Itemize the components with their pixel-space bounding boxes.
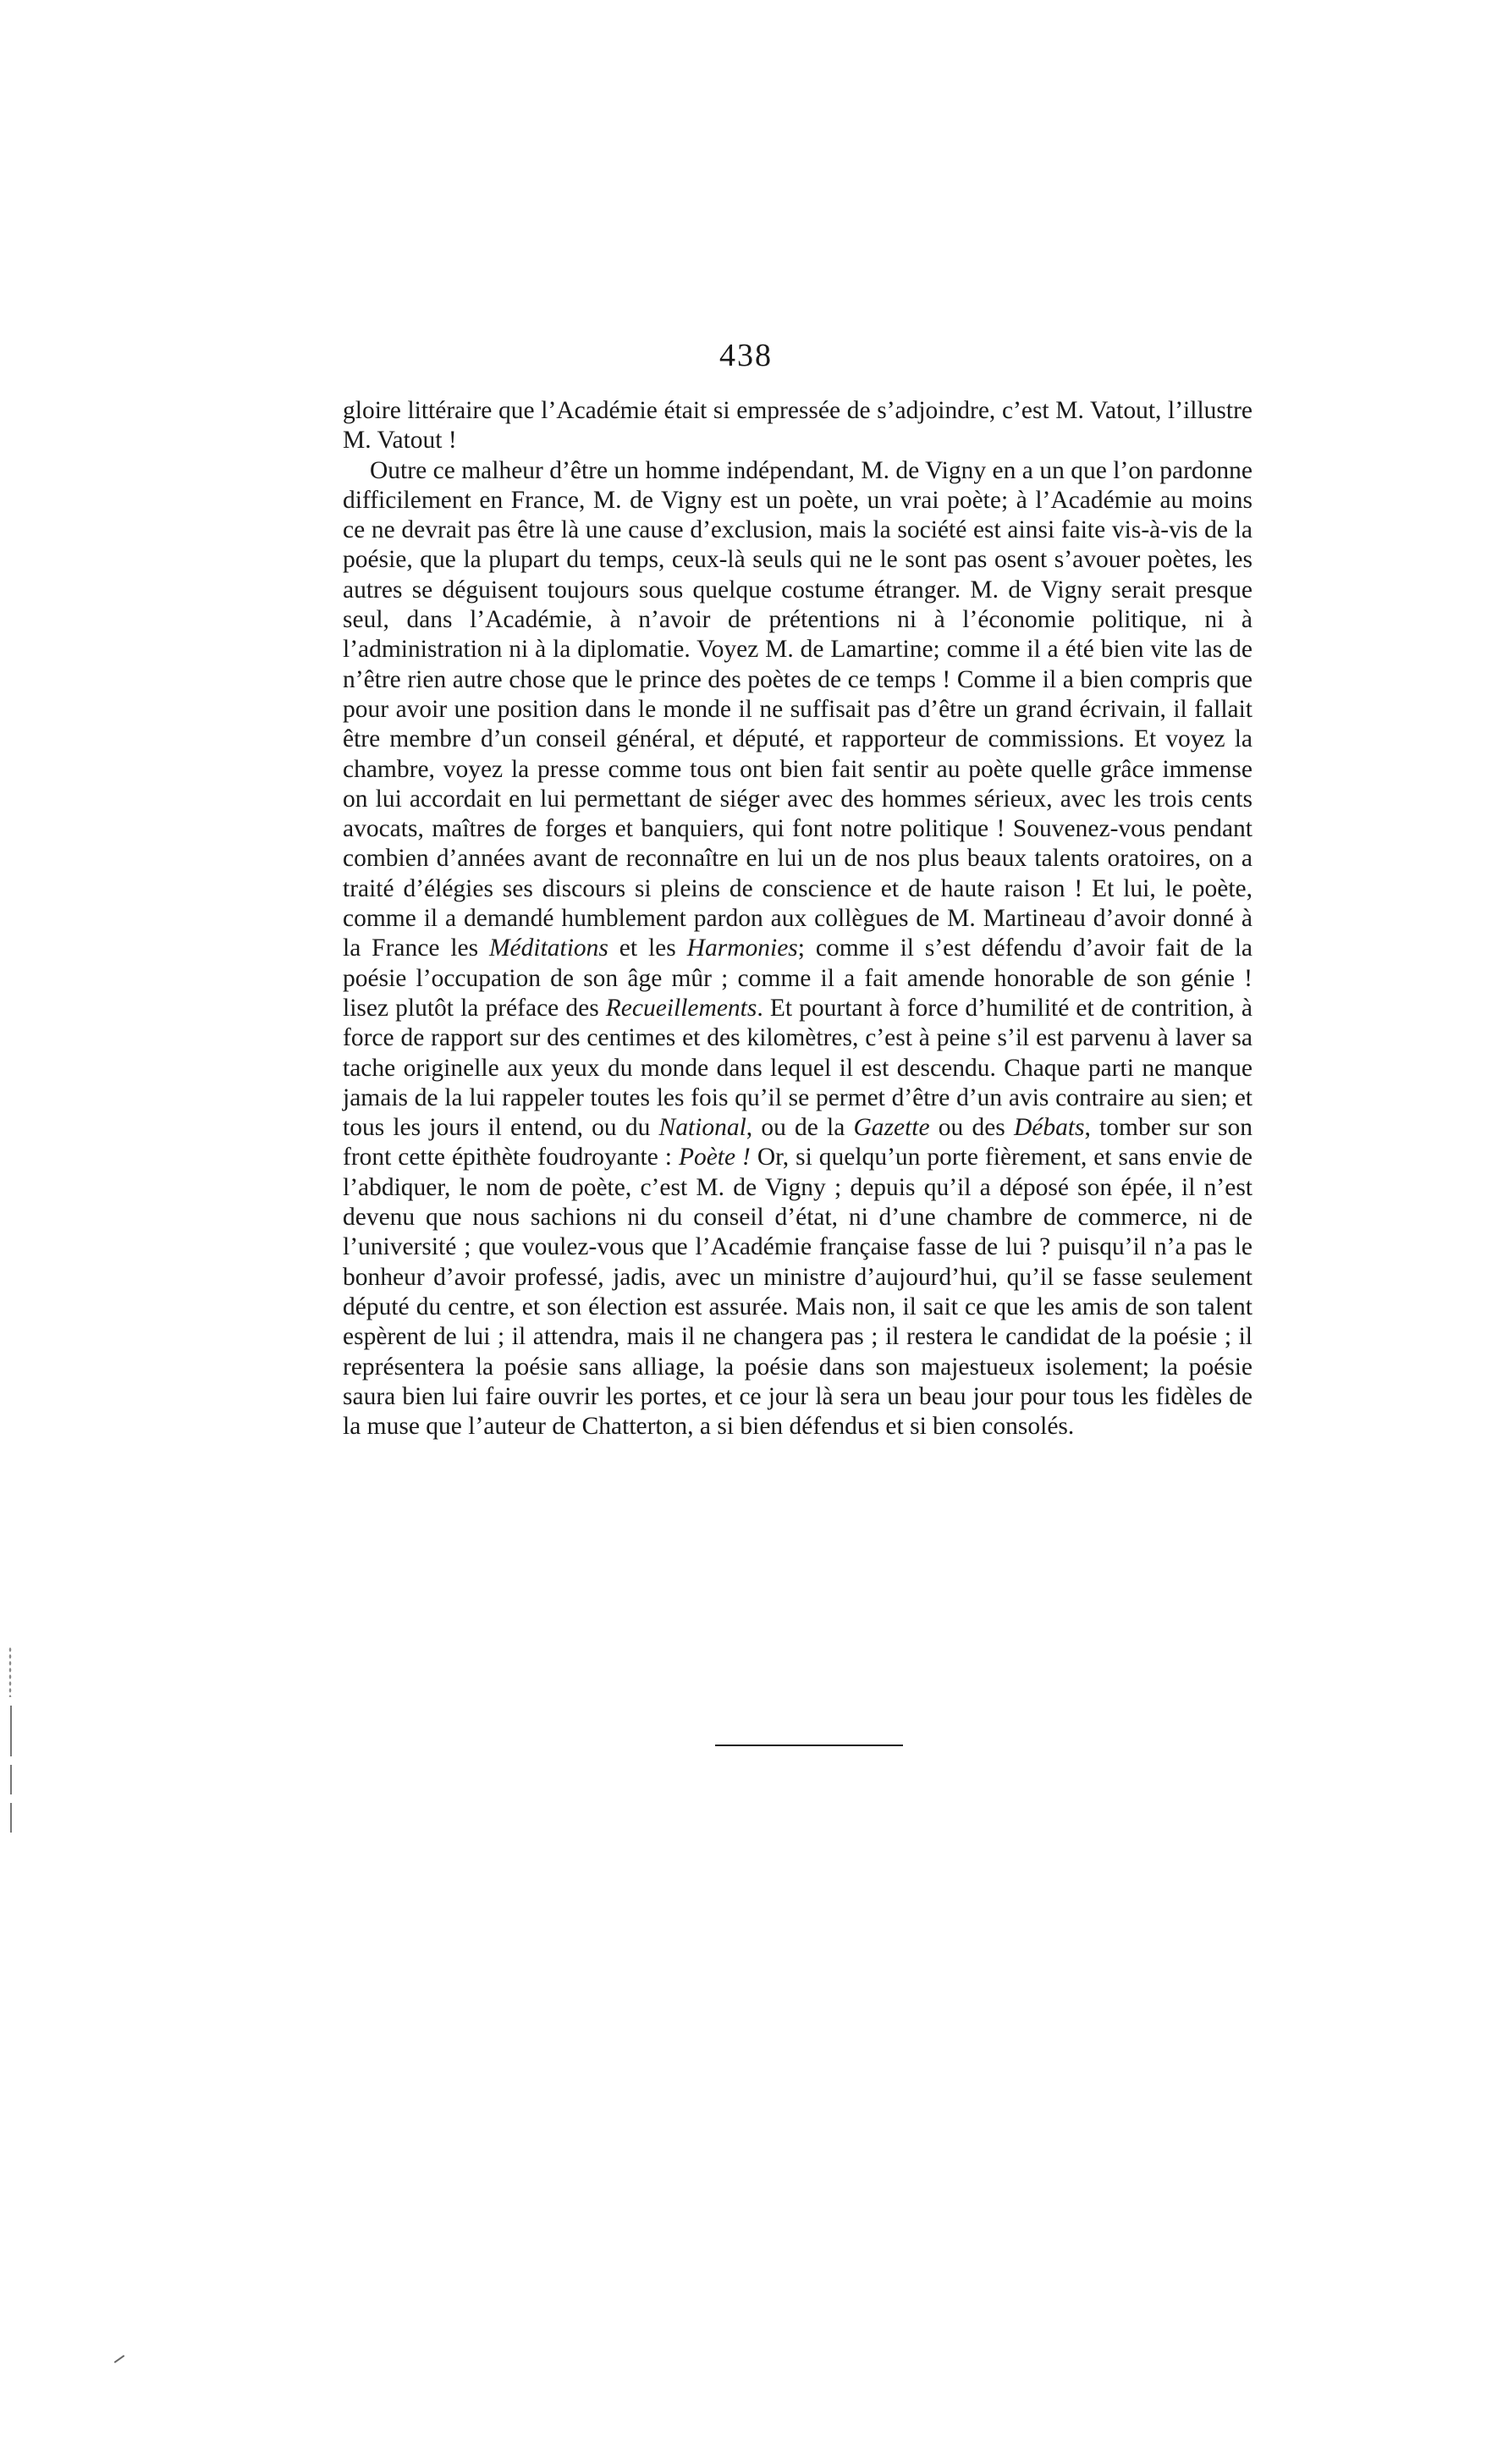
text-run: Or, si quelqu’un porte fièrement, et sans envie de l’abdiquer, le nom de poète, c’est M. de Vigny ; depuis qu’il a déposé son épée, il n’est devenu que nous sachions ni du conseil d’état, ni d’une chambre de commerce, ni de l’université ; que voulez-vous que l’Académie française fasse de lui ? puisqu’il n’a pas le bonheur d’avoir professé, jadis, avec un ministre d’aujourd’hui, qu’il se fasse seulement député du centre, et son élection est assurée. Mais non, il sait ce que les amis de son talent espèrent de lui ; il attendra, mais il ne changera pas ; il restera le candidat de la poésie ; il représentera la poésie sans alliage, la poésie dans son majestueux isolement; la poésie saura bien lui faire ouvrir les portes, et ce jour là sera un beau jour pour tous les fidèles de la muse que l’auteur de Chatterton, a si bien défendus et si bien consolés. [343,1144,1253,1441]
text-run: . Et pourtant à force d’humilité et de contrition, à force de rapport sur des centimes et des kilomètres, c’est à peine s’il est parvenu à laver sa tache originelle aux yeux du monde dans lequel il est descendu. Chaque parti ne manque jamais de la lui rappeler toutes les fois qu’il se permet d’être d’un avis contraire au sien; et tous les jours il entend, ou du [343,994,1253,1142]
italic-title: Poète ! [678,1144,751,1171]
text-run: , tomber sur son front cette épithète foudroyante : [343,1114,1253,1171]
italic-title: Débats [1013,1114,1085,1142]
text-run: et les [608,934,687,962]
italic-title: Harmonies [686,934,798,962]
margin-line-mark [10,1765,12,1794]
margin-line-mark [10,1803,12,1833]
paragraph [343,396,1253,456]
page-number: 438 [719,338,773,373]
text-run: ou des [929,1114,1014,1142]
body-text [343,396,1253,1441]
closing-rule [715,1745,903,1746]
italic-title: Gazette [853,1114,930,1142]
italic-title: Recueillements [605,994,757,1022]
text-run: , ou de la [746,1114,854,1142]
text-run: Outre ce malheur d’être un homme indépendant, M. de Vigny en a un que l’on pardonne difficilement en France, M. de Vigny est un poète, un vrai poète; à l’Académie au moins ce ne devrait pas être là une cause d’exclusion, mais la société est ainsi faite vis-à-vis de la poésie, que la plupart du temps, ceux-là seuls qui ne le sont pas osent s’avouer poètes, les autres se déguisent toujours sous quelque costume étranger. M. de Vigny serait presque seul, dans l’Académie, à n’avoir de prétentions ni à l’économie politique, ni à l’administration ni à la diplomatie. Voyez M. de Lamartine; comme il a été bien vite las de n’être rien autre chose que le prince des poètes de ce temps ! Comme il a bien compris que pour avoir une position dans le monde il ne suffisait pas d’être un grand écrivain, il fallait être membre d’un conseil général, et député, et rapporteur de commissions. Et voyez la chambre, voyez la presse comme tous ont bien fait sentir au poète quelle grâce immense on lui accordait en lui permettant de siéger avec des hommes sérieux, avec les trois cents avocats, maîtres de forges et banquiers, qui font notre politique ! Souvenez-vous pendant combien d’années avant de reconnaître en lui un de nos plus beaux talents oratoires, on a traité d’élégies ses discours si pleins de conscience et de haute raison ! Et lui, le poète, comme il a demandé humblement pardon aux collègues de M. Martineau d’avoir donné à la France les [343,456,1253,962]
italic-title: National [658,1114,746,1142]
stray-ink-mark [114,2355,125,2363]
paragraph [343,456,1253,1442]
text-run: ; comme il s’est défendu d’avoir fait de la poésie l’occupation de son âge mûr ; comme il a fait amende honorable de son génie ! lisez plutôt la préface des [343,934,1253,1022]
italic-title: Méditations [488,934,608,962]
text-run: gloire littéraire que l’Académie était si empressée de s’adjoindre, c’est M. Vatout, l’illustre M. Vatout ! [343,397,1253,455]
margin-dotted-mark [8,1646,12,1697]
margin-line-mark [10,1706,12,1756]
